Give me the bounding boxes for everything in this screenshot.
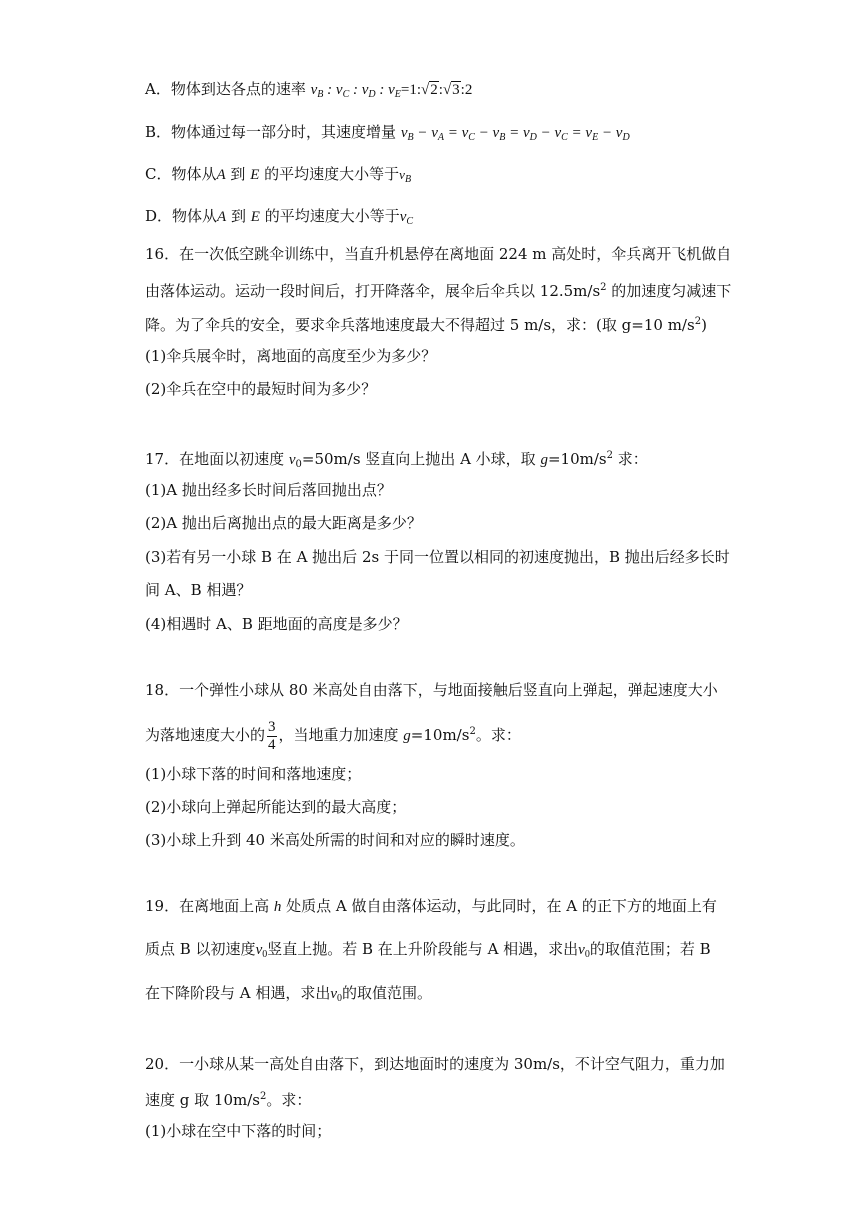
q17-v0: v bbox=[288, 452, 296, 468]
q19-v0c: $v_0$ bbox=[330, 986, 343, 1004]
q18-sub3: (3)小球上升到 40 米高处所需的时间和对应的瞬时速度。 bbox=[145, 831, 525, 849]
q20-line2-text: 速度 g 取 10m/s bbox=[145, 1091, 260, 1109]
q17-sub2: (2)A 抛出后离抛出点的最大距离是多少？ bbox=[145, 514, 422, 532]
option-c bbox=[145, 164, 411, 190]
q20-sub1: (1)小球在空中下落的时间； bbox=[145, 1122, 332, 1140]
q17-sub3b: 间 A、B 相遇？ bbox=[145, 581, 252, 599]
q20-line2-end: 。求： bbox=[266, 1091, 312, 1109]
q18-line1: 18．一个弹性小球从 80 米高处自由落下，与地面接触后竖直向上弹起，弹起速度大小 bbox=[145, 681, 718, 699]
q18-line2-b: ，当地重力加速度 bbox=[278, 726, 404, 744]
q19-h: h bbox=[273, 899, 282, 915]
q17-sub4: (4)相遇时 A、B 距地面的高度是多少？ bbox=[145, 615, 408, 633]
option-c-text: C．物体从 bbox=[145, 165, 217, 183]
q19-v0b: $v_0$ bbox=[578, 942, 590, 960]
option-d bbox=[145, 206, 413, 232]
q18-line2-a: 为落地速度大小的 bbox=[145, 726, 266, 744]
q16-sub2: (2)伞兵在空中的最短时间为多少？ bbox=[145, 380, 377, 398]
option-d-formula: $v_C$ bbox=[399, 209, 414, 227]
option-b bbox=[145, 122, 630, 148]
fraction-three-quarters: $\frac{3}{4}$ bbox=[268, 718, 276, 753]
q17-line1-c: =10m/s bbox=[547, 450, 607, 468]
q19-line2 bbox=[145, 939, 711, 965]
q17-line1-a: 17．在地面以初速度 bbox=[145, 450, 289, 468]
q18-line2: 为落地速度大小的 $\frac{3}{4}$ ，当地重力加速度 $g=10m/s^2$。求： bbox=[145, 718, 521, 753]
q19-line1 bbox=[145, 896, 717, 917]
option-a-text: A．物体到达各点的速率 bbox=[145, 80, 306, 98]
q19-line2-c: 的取值范围；若 B bbox=[589, 940, 711, 958]
option-a-formula: $v_B$ : $v_C$ : $v_D$ : $v_E$ bbox=[310, 82, 401, 100]
q20-line1: 20．一小球从某一高处自由落下，到达地面时的速度为 30m/s，不计空气阻力，重力加 bbox=[145, 1055, 725, 1073]
q17-line1: 17．在地面以初速度 $v_0=50m/s$ 竖直向上抛出 A 小球，取 $g=10m/s^2$ 求： bbox=[145, 450, 648, 470]
q19-line1-b: 处质点 A 做自由落体运动，与此同时，在 A 的正下方的地面上有 bbox=[281, 897, 717, 915]
q18-g: g bbox=[403, 728, 411, 744]
q17-line1-d: 求： bbox=[612, 450, 648, 468]
q16-line1: 16．在一次低空跳伞训练中，当直升机悬停在离地面 224 m 高处时，伞兵离开飞机做自 bbox=[145, 245, 732, 263]
q18-sub2: (2)小球向上弹起所能达到的最大高度； bbox=[145, 798, 407, 816]
q20-line2: 速度 g 取 $10m/s^2$。求： bbox=[145, 1091, 312, 1109]
option-d-a: A bbox=[217, 209, 227, 225]
q16-line3: 降。为了伞兵的安全，要求伞兵落地速度最大不得超过 5 m/s，求：(取 g=10 $m/s^2$) bbox=[145, 316, 707, 334]
q16-line2-end: 的加速度匀减速下 bbox=[606, 282, 732, 300]
option-d-to: 到 bbox=[226, 207, 251, 225]
option-c-formula: $v_B$ bbox=[399, 167, 412, 185]
q19-line1-a: 19．在离地面上高 bbox=[145, 897, 274, 915]
option-c-suffix: 的平均速度大小等于 bbox=[259, 165, 400, 183]
option-a: A．物体到达各点的速率 $v_B$ : $v_C$ : $v_D$ : $v_E=1:√2:√3:2$ bbox=[145, 80, 473, 100]
q19-line2-b: 竖直上抛。若 B 在上升阶段能与 A 相遇，求出 bbox=[267, 940, 579, 958]
option-d-text: D．物体从 bbox=[145, 207, 218, 225]
q19-line3-a: 在下降阶段与 A 相遇，求出 bbox=[145, 984, 331, 1002]
option-d-e: E bbox=[250, 209, 260, 225]
q19-line2-a: 质点 B 以初速度 bbox=[145, 940, 256, 958]
q17-sub1: (1)A 抛出经多长时间后落回抛出点？ bbox=[145, 481, 392, 499]
option-c-e: E bbox=[250, 167, 260, 183]
option-a-ratio: =1: bbox=[400, 82, 422, 98]
q17-sub3a: (3)若有另一小球 B 在 A 抛出后 2s 于同一位置以相同的初速度抛出，B 抛出后经多长时 bbox=[145, 548, 730, 566]
q16-sub1: (1)伞兵展伞时，离地面的高度至少为多少？ bbox=[145, 347, 437, 365]
q19-line3 bbox=[145, 983, 432, 1009]
q18-line2-d: 。求： bbox=[475, 726, 521, 744]
q19-line3-b: 的取值范围。 bbox=[342, 984, 433, 1002]
option-c-a: A bbox=[216, 167, 226, 183]
q16-line2: 由落体运动。运动一段时间后，打开降落伞，展伞后伞兵以 $12.5m/s^2$ 的加速度匀减速下 bbox=[145, 282, 732, 300]
q17-line1-b: =50m/s 竖直向上抛出 A 小球，取 bbox=[301, 450, 541, 468]
q16-line2-text: 由落体运动。运动一段时间后，打开降落伞，展伞后伞兵以 12.5m/s bbox=[145, 282, 601, 300]
q18-line2-c: =10m/s bbox=[410, 726, 470, 744]
option-c-to: 到 bbox=[225, 165, 251, 183]
q16-line3-end: ) bbox=[701, 316, 707, 334]
sqrt-2: √2 bbox=[421, 82, 438, 98]
q16-line3-text: 降。为了伞兵的安全，要求伞兵落地速度最大不得超过 5 m/s，求：(取 g=10 m/s bbox=[145, 316, 695, 334]
option-a-end: :2 bbox=[460, 82, 473, 98]
q17-g: g bbox=[540, 452, 548, 468]
option-b-text: B．物体通过每一部分时，其速度增量 bbox=[145, 123, 397, 141]
q19-v0: $v_0$ bbox=[255, 942, 268, 960]
sqrt-3: √3 bbox=[442, 82, 460, 98]
option-d-suffix: 的平均速度大小等于 bbox=[259, 207, 400, 225]
q18-sub1: (1)小球下落的时间和落地速度； bbox=[145, 765, 362, 783]
option-b-formula: $v_B - v_A = v_C - v_B = v_D - v_C = v_E - v_D$ bbox=[400, 125, 630, 143]
